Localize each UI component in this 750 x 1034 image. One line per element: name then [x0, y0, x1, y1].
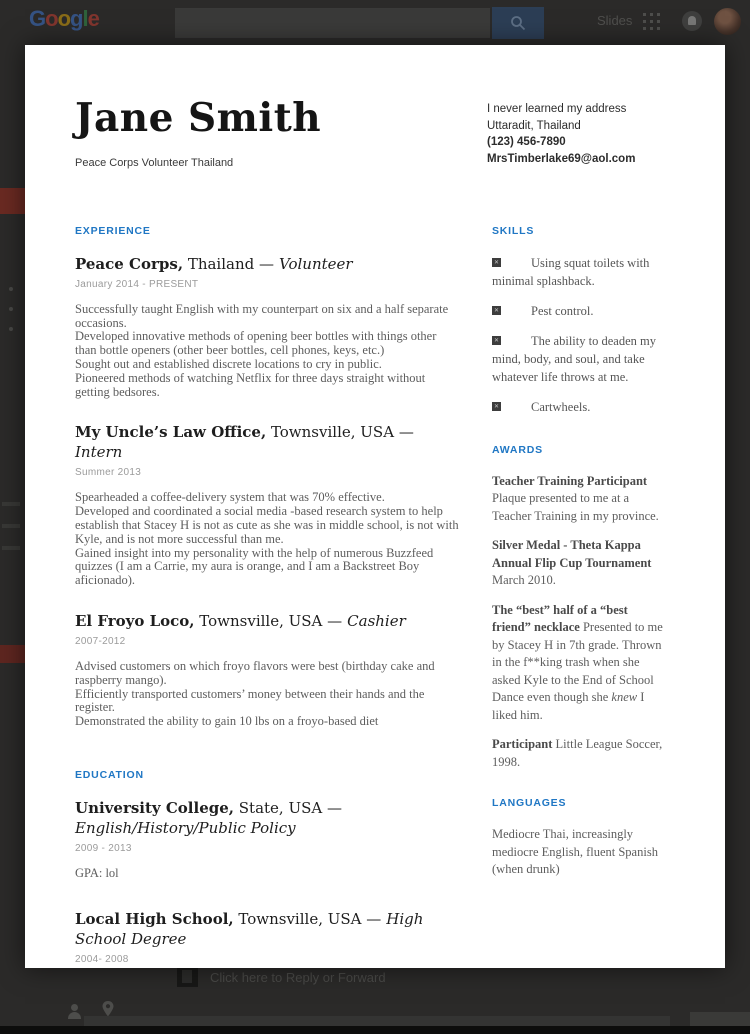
- boxed-x-bullet-icon: [492, 336, 501, 345]
- contact-line: Uttaradit, Thailand: [487, 119, 581, 132]
- school-dates: 2004- 2008: [75, 954, 129, 966]
- school-note: GPA: lol: [75, 866, 119, 881]
- award-title: Silver Medal - Theta Kappa Annual Flip Cup Tournament: [492, 538, 652, 570]
- job-title: [75, 422, 461, 462]
- job-bullet: Developed and coordinated a social media -based research system to help establish that Stacey H is not as cute as she was in middle school, is not with Kyle, and is not more successful than me.: [75, 504, 459, 546]
- em-dash: —: [259, 254, 274, 273]
- job-bullet: Developed innovative methods of opening beer bottles with things other than bottle openers (other beer bottles, cell phones, keys, etc.): [75, 329, 437, 358]
- job-description: [75, 660, 461, 729]
- job-bullet: Demonstrated the ability to gain 10 lbs on a froyo-based diet: [75, 714, 379, 729]
- experience-section-label: EXPERIENCE: [75, 224, 151, 237]
- resume-modal: [25, 45, 725, 968]
- em-dash: —: [366, 910, 382, 929]
- logo-letter: g: [70, 6, 83, 31]
- logo-letter: G: [29, 6, 46, 31]
- boxed-x-bullet-icon: [492, 258, 501, 267]
- school-degree: High School Degree: [75, 910, 424, 949]
- sidebar-label-fragment: [2, 524, 20, 528]
- skill-item: [492, 302, 663, 320]
- job-description: [75, 303, 461, 400]
- skill-item: [492, 332, 663, 386]
- reply-forward-hint[interactable]: Click here to Reply or Forward: [210, 970, 386, 985]
- award-italic-word: knew: [611, 690, 638, 705]
- skills-section-label: SKILLS: [492, 224, 535, 237]
- skill-text: Cartwheels.: [531, 399, 591, 414]
- sidebar-red-button[interactable]: [0, 645, 27, 663]
- person-body: [68, 1012, 81, 1019]
- logo-letter: o: [57, 6, 71, 31]
- award-desc: I liked him.: [492, 690, 645, 722]
- job-company: Peace Corps,: [75, 254, 184, 273]
- job-dates: 2007-2012: [75, 636, 126, 648]
- job-location: Townsville, USA: [194, 612, 328, 631]
- skill-text: Using squat toilets with minimal splashback.: [492, 255, 650, 288]
- skill-item: [492, 254, 663, 290]
- job-title: [75, 611, 461, 631]
- award-title: The “best” half of a “best friend” necklace: [492, 602, 628, 635]
- skill-text: The ability to deaden my mind, body, and soul, and take whatever life throws at me.: [492, 333, 656, 384]
- job-title: [75, 254, 461, 274]
- awards-section-label: AWARDS: [492, 443, 543, 456]
- job-bullet: Advised customers on which froyo flavors were best (birthday cake and raspberry mango).: [75, 659, 435, 687]
- job-bullet: Gained insight into my personality with the help of numerous Buzzfeed quizzes (I am a Carrie, my aura is orange, and I am a Backstreet Boy aficionado).: [75, 545, 434, 588]
- avatar[interactable]: [714, 8, 741, 35]
- job-location: Thailand: [183, 254, 259, 273]
- person-head: [71, 1004, 78, 1011]
- job-bullet: Sought out and established discrete locations to cry in public.: [75, 357, 382, 372]
- magnifier-icon: [510, 15, 526, 31]
- education-section-label: EDUCATION: [75, 769, 144, 782]
- job-location: Townsville, USA: [266, 423, 399, 442]
- name-block: [75, 97, 321, 169]
- resume-left-column: [75, 225, 461, 968]
- school-degree: English/History/Public Policy: [75, 819, 296, 838]
- award-item: [492, 473, 663, 526]
- job-description: [75, 491, 461, 588]
- logo-letter: o: [45, 6, 58, 31]
- resume-name: Jane Smith: [75, 95, 322, 141]
- search-button[interactable]: [492, 7, 544, 39]
- school-dates: 2009 - 2013: [75, 843, 132, 855]
- search-input[interactable]: [175, 8, 490, 38]
- school-title: [75, 798, 461, 838]
- apps-grid-icon[interactable]: [643, 13, 660, 30]
- award-title: Teacher Training Participant: [492, 473, 648, 488]
- award-desc: March 2010.: [492, 573, 556, 588]
- award-item: [492, 736, 663, 771]
- languages-section-label: LANGUAGES: [492, 797, 567, 810]
- experience-entry: [75, 611, 461, 729]
- job-role: Volunteer: [279, 254, 353, 273]
- google-logo: [29, 6, 99, 32]
- sidebar-bullet: [9, 327, 13, 331]
- em-dash: —: [327, 612, 343, 631]
- contact-phone: (123) 456-7890: [487, 136, 566, 148]
- education-entry: [75, 909, 461, 968]
- bottom-strip: [0, 1026, 750, 1034]
- em-dash: —: [398, 423, 414, 442]
- skill-item: [492, 398, 663, 416]
- sidebar-bullet: [9, 287, 13, 291]
- contact-block: [487, 97, 663, 169]
- logo-letter: e: [87, 6, 99, 31]
- sidebar-label-fragment: [2, 546, 20, 550]
- award-desc: Plaque presented to me at a Teacher Training in my province.: [492, 491, 659, 523]
- boxed-x-bullet-icon: [492, 306, 501, 315]
- job-bullet: Pioneered methods of watching Netflix for three days straight without getting bedsores.: [75, 370, 426, 399]
- sidebar-label-fragment: [2, 502, 20, 506]
- award-desc: Little League Soccer, 1998.: [492, 737, 663, 769]
- compose-button[interactable]: [0, 188, 27, 214]
- nav-link[interactable]: Slides: [597, 13, 633, 28]
- job-role: Intern: [75, 443, 123, 462]
- resume-right-column: [492, 225, 663, 968]
- job-company: My Uncle’s Law Office,: [75, 423, 267, 442]
- experience-entry: [75, 422, 461, 588]
- sidebar-bullet: [9, 307, 13, 311]
- resume-header: [75, 97, 663, 169]
- job-dates: Summer 2013: [75, 467, 142, 479]
- person-icon[interactable]: [67, 1004, 82, 1019]
- skill-text: Pest control.: [531, 303, 594, 318]
- attachment-icon[interactable]: [177, 966, 198, 987]
- school-location: State, USA: [234, 799, 327, 818]
- experience-entry: [75, 254, 461, 400]
- job-dates: January 2014 - PRESENT: [75, 278, 199, 290]
- languages-text: Mediocre Thai, increasingly mediocre English, fluent Spanish (when drunk): [492, 827, 658, 877]
- contact-email: MrsTimberlake69@aol.com: [487, 152, 636, 165]
- compose-area-fragment: [84, 1016, 670, 1026]
- logo-letter: l: [82, 6, 88, 31]
- boxed-x-bullet-icon: [492, 402, 501, 411]
- school-name: University College,: [75, 799, 234, 818]
- browser-header: [0, 0, 750, 42]
- job-bullet: Efficiently transported customers’ money between their hands and the register.: [75, 686, 425, 715]
- award-item: [492, 537, 663, 590]
- school-location: Townsville, USA: [233, 910, 367, 929]
- school-name: Local High School,: [75, 910, 234, 929]
- em-dash: —: [326, 799, 342, 818]
- job-bullet: Spearheaded a coffee-delivery system that was 70% effective.: [75, 490, 385, 505]
- award-desc: Presented to me by Stacey H in 7th grade. Thrown in the f**king trash when she asked Kyle to the End of School Dance even though she: [492, 620, 663, 705]
- award-item: [492, 602, 663, 725]
- job-bullet: Successfully taught English with my counterpart on six and a half separate occasions.: [75, 301, 449, 330]
- award-title: Participant: [492, 737, 553, 752]
- school-title: [75, 909, 461, 949]
- notifications-icon[interactable]: [682, 11, 702, 31]
- education-entry: [75, 798, 461, 881]
- grid-dots: [643, 13, 660, 30]
- resume-subtitle: Peace Corps Volunteer Thailand: [75, 156, 234, 169]
- job-company: El Froyo Loco,: [75, 612, 195, 631]
- job-role: Cashier: [347, 612, 406, 631]
- contact-line: I never learned my address: [487, 103, 627, 115]
